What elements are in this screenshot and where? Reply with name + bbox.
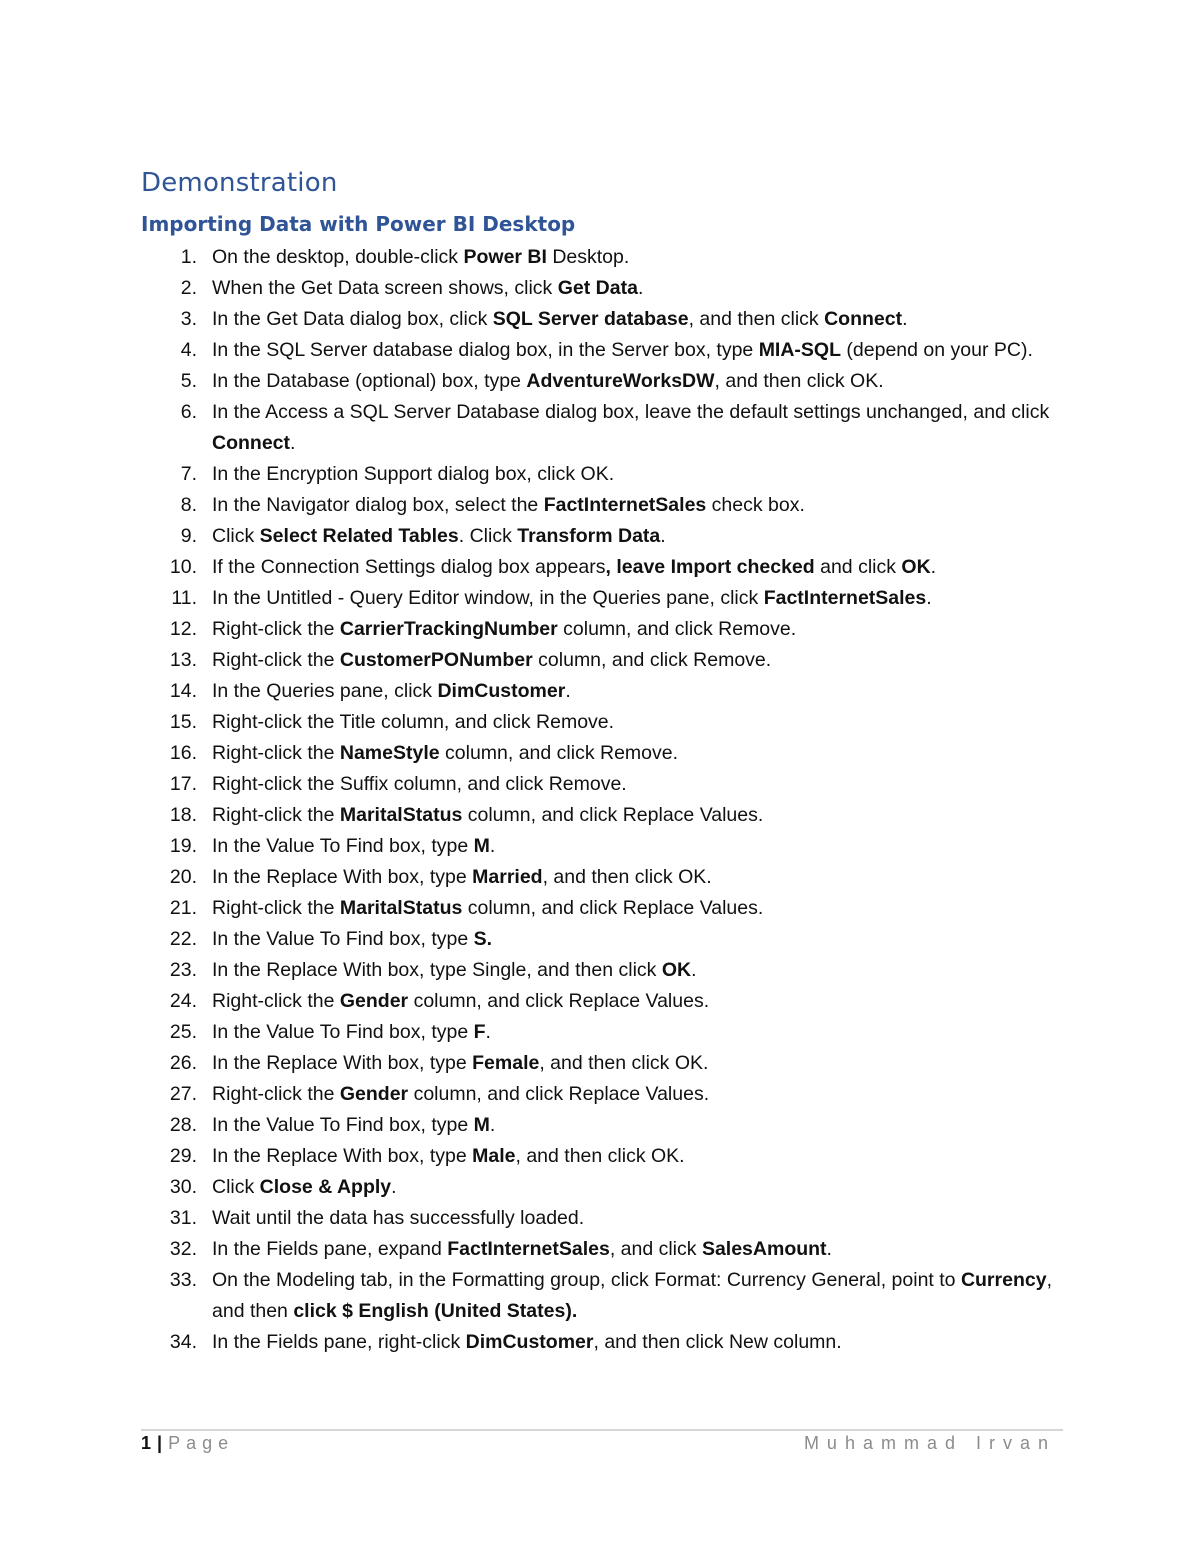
step-text: . (691, 959, 697, 981)
step-text: In the Fields pane, right-click (212, 1331, 466, 1353)
step-text: In the Value To Find box, type (212, 1114, 474, 1136)
step-text-bold: SQL Server database (492, 308, 689, 330)
step-text-bold: AdventureWorksDW (526, 370, 715, 392)
step-text-bold: FactInternetSales (543, 494, 707, 516)
list-item (141, 242, 1071, 273)
list-item (141, 1203, 1071, 1234)
step-text: column, and click Replace Values. (462, 897, 764, 919)
step-text: . (489, 835, 496, 857)
step-number: 12. (169, 618, 197, 640)
step-text: In the Value To Find box, type (212, 928, 474, 950)
section-subtitle: Importing Data with Power BI Desktop (141, 212, 576, 236)
step-text: In the SQL Server database dialog box, in the Server box, type (212, 339, 759, 361)
step-text-bold: F (473, 1021, 486, 1043)
step-text: Right-click the (212, 649, 340, 671)
step-number: 16. (169, 742, 197, 764)
list-item (141, 893, 1071, 924)
step-number: 4. (180, 339, 197, 361)
step-number: 20. (169, 866, 197, 888)
step-text: Right-click the (212, 742, 340, 764)
list-item (141, 1079, 1071, 1110)
step-text: column, and click Replace Values. (408, 1083, 710, 1105)
step-text-bold: Gender (339, 1083, 409, 1105)
list-item (141, 645, 1071, 676)
step-text-bold: , leave Import checked (605, 556, 815, 578)
list-item (141, 459, 1071, 490)
step-number: 23. (169, 959, 197, 981)
step-text: check box. (706, 494, 805, 516)
step-text: column, and click Replace Values. (408, 990, 710, 1012)
list-item (141, 1110, 1071, 1141)
footer-separator: | (157, 1433, 163, 1453)
step-text: In the Encryption Support dialog box, click OK. (212, 463, 615, 485)
step-text: Wait until the data has successfully loaded. (212, 1207, 585, 1229)
step-text-bold: M (473, 835, 490, 857)
step-text-bold: MIA-SQL (758, 339, 842, 361)
step-text-bold: DimCustomer (465, 1331, 594, 1353)
step-text: In the Get Data dialog box, click (212, 308, 493, 330)
step-text-bold: Transform Data (517, 525, 661, 547)
step-text-bold: Married (472, 866, 543, 888)
step-text: In the Replace With box, type (212, 1052, 473, 1074)
step-text: . (902, 308, 908, 330)
step-text: Right-click the Suffix column, and click Remove. (212, 773, 627, 795)
step-number: 14. (169, 680, 197, 702)
step-number: 1. (180, 246, 197, 268)
step-number: 13. (169, 649, 197, 671)
list-item (141, 800, 1071, 831)
step-text: Right-click the (212, 897, 340, 919)
list-item (141, 366, 1071, 397)
step-number: 8. (180, 494, 197, 516)
step-text: Right-click the (212, 804, 340, 826)
step-text: Desktop. (546, 246, 630, 268)
step-text: When the Get Data screen shows, click (212, 277, 558, 299)
step-number: 22. (169, 928, 197, 950)
step-number: 34. (169, 1331, 197, 1353)
step-text: and click (814, 556, 902, 578)
step-number: 30. (169, 1176, 197, 1198)
step-number: 18. (169, 804, 197, 826)
list-item (141, 335, 1071, 366)
step-text: In the Replace With box, type Single, and then click (212, 959, 662, 981)
list-item (141, 1327, 1071, 1358)
list-item (141, 676, 1071, 707)
step-text-bold: Connect (212, 432, 290, 454)
step-text-bold: Select Related Tables (259, 525, 459, 547)
step-text: . (637, 277, 644, 299)
list-item (141, 552, 1071, 583)
step-text: column, and click Remove. (439, 742, 679, 764)
page-footer (141, 1433, 1056, 1459)
step-number: 31. (169, 1207, 197, 1229)
step-number: 24. (169, 990, 197, 1012)
step-text-bold: Power BI (463, 246, 547, 268)
step-text: . (660, 525, 666, 547)
step-text: (depend on your PC). (841, 339, 1033, 361)
step-number: 3. (180, 308, 197, 330)
list-item (141, 769, 1071, 800)
list-item (141, 304, 1071, 335)
list-item (141, 583, 1071, 614)
step-number: 15. (169, 711, 197, 733)
step-text-bold: NameStyle (339, 742, 440, 764)
step-text: , and then click OK. (539, 1052, 709, 1074)
step-number: 27. (169, 1083, 197, 1105)
step-text: column, and click Replace Values. (462, 804, 764, 826)
step-text: . (565, 680, 571, 702)
step-number: 6. (180, 401, 197, 423)
list-item (141, 1048, 1071, 1079)
step-text: If the Connection Settings dialog box appears (212, 556, 606, 578)
step-text-bold: M (473, 1114, 490, 1136)
step-text: column, and click Remove. (557, 618, 797, 640)
page-number: 1 (141, 1433, 152, 1453)
step-text: , and then click New column. (593, 1331, 842, 1353)
step-text: On the Modeling tab, in the Formatting group, click Format: Currency General, point to (212, 1269, 961, 1291)
step-text-bold: CustomerPONumber (339, 649, 533, 671)
step-text: On the desktop, double-click (212, 246, 464, 268)
list-item (141, 1141, 1071, 1172)
step-text: , and click (609, 1238, 702, 1260)
step-text: In the Queries pane, click (212, 680, 438, 702)
step-text-bold: OK (901, 556, 931, 578)
document-title: Demonstration (141, 168, 338, 198)
step-text-bold: MaritalStatus (339, 804, 463, 826)
list-item (141, 614, 1071, 645)
step-text: Click (212, 1176, 260, 1198)
step-text: Right-click the (212, 618, 340, 640)
step-text-bold: FactInternetSales (447, 1238, 610, 1260)
step-number: 2. (180, 277, 197, 299)
step-text-bold: DimCustomer (437, 680, 566, 702)
step-text: Click (212, 525, 260, 547)
step-number: 21. (169, 897, 197, 919)
step-text: , and then click OK. (515, 1145, 685, 1167)
step-number: 26. (169, 1052, 197, 1074)
step-text-bold: S. (473, 928, 493, 950)
step-number: 7. (180, 463, 197, 485)
step-text-bold: Female (472, 1052, 540, 1074)
step-number: 11. (171, 587, 197, 609)
list-item (141, 862, 1071, 893)
list-item (141, 1234, 1071, 1265)
list-item (141, 521, 1071, 552)
step-text-bold: CarrierTrackingNumber (339, 618, 558, 640)
list-item (141, 273, 1071, 304)
step-text-bold: MaritalStatus (339, 897, 463, 919)
step-text-bold: OK (661, 959, 692, 981)
step-text-bold: Close & Apply (259, 1176, 392, 1198)
step-text: , and then (212, 1269, 1052, 1322)
step-text: . (926, 587, 932, 609)
footer-divider (141, 1429, 1063, 1431)
step-text: . (826, 1238, 832, 1260)
step-text: . (391, 1176, 397, 1198)
step-text: Right-click the Title column, and click Remove. (212, 711, 615, 733)
step-number: 33. (169, 1269, 197, 1291)
step-text: . (930, 556, 937, 578)
step-text: , and then click OK. (714, 370, 884, 392)
step-number: 25. (169, 1021, 197, 1043)
step-text-bold: Currency (960, 1269, 1047, 1291)
step-text-bold: SalesAmount (701, 1238, 827, 1260)
list-item (141, 397, 1071, 459)
step-text-bold: click $ English (United States). (293, 1300, 578, 1322)
step-number: 5. (180, 370, 197, 392)
step-text: , and then click OK. (542, 866, 712, 888)
step-text-bold: FactInternetSales (763, 587, 927, 609)
list-item (141, 831, 1071, 862)
step-text-bold: Connect (824, 308, 903, 330)
step-text: In the Value To Find box, type (212, 835, 474, 857)
step-text-bold: Male (472, 1145, 516, 1167)
step-text-bold: Get Data (557, 277, 638, 299)
step-text: column, and click Remove. (532, 649, 772, 671)
list-item (141, 955, 1071, 986)
list-item (141, 1017, 1071, 1048)
step-text: In the Database (optional) box, type (212, 370, 527, 392)
step-text: . (489, 1114, 496, 1136)
list-item (141, 924, 1071, 955)
step-text: In the Replace With box, type (212, 866, 473, 888)
list-item (141, 707, 1071, 738)
step-text: . (485, 1021, 491, 1043)
step-text: In the Access a SQL Server Database dialog box, leave the default settings unchanged, and click (212, 401, 1050, 423)
step-number: 32. (169, 1238, 197, 1260)
step-text: Right-click the (212, 990, 340, 1012)
step-number: 10. (169, 556, 197, 578)
step-text: In the Replace With box, type (212, 1145, 473, 1167)
step-number: 17. (169, 773, 197, 795)
list-item (141, 1172, 1071, 1203)
step-text: In the Untitled - Query Editor window, in the Queries pane, click (212, 587, 764, 609)
list-item (141, 738, 1071, 769)
list-item (141, 986, 1071, 1017)
step-text: Right-click the (212, 1083, 340, 1105)
step-number: 28. (169, 1114, 197, 1136)
list-item (141, 1265, 1071, 1327)
step-text: , and then click (688, 308, 825, 330)
step-text: . (290, 432, 296, 454)
step-number: 29. (169, 1145, 197, 1167)
step-text: In the Fields pane, expand (212, 1238, 448, 1260)
step-text: In the Value To Find box, type (212, 1021, 474, 1043)
footer-author: Muhammad Irvan (803, 1433, 1056, 1453)
step-text: . Click (458, 525, 518, 547)
steps-list (141, 242, 1071, 1358)
page-label: Page (168, 1433, 235, 1453)
step-number: 9. (180, 525, 197, 547)
step-number: 19. (169, 835, 197, 857)
step-text-bold: Gender (339, 990, 409, 1012)
list-item (141, 490, 1071, 521)
step-text: In the Navigator dialog box, select the (212, 494, 544, 516)
page-number-group (141, 1433, 234, 1454)
